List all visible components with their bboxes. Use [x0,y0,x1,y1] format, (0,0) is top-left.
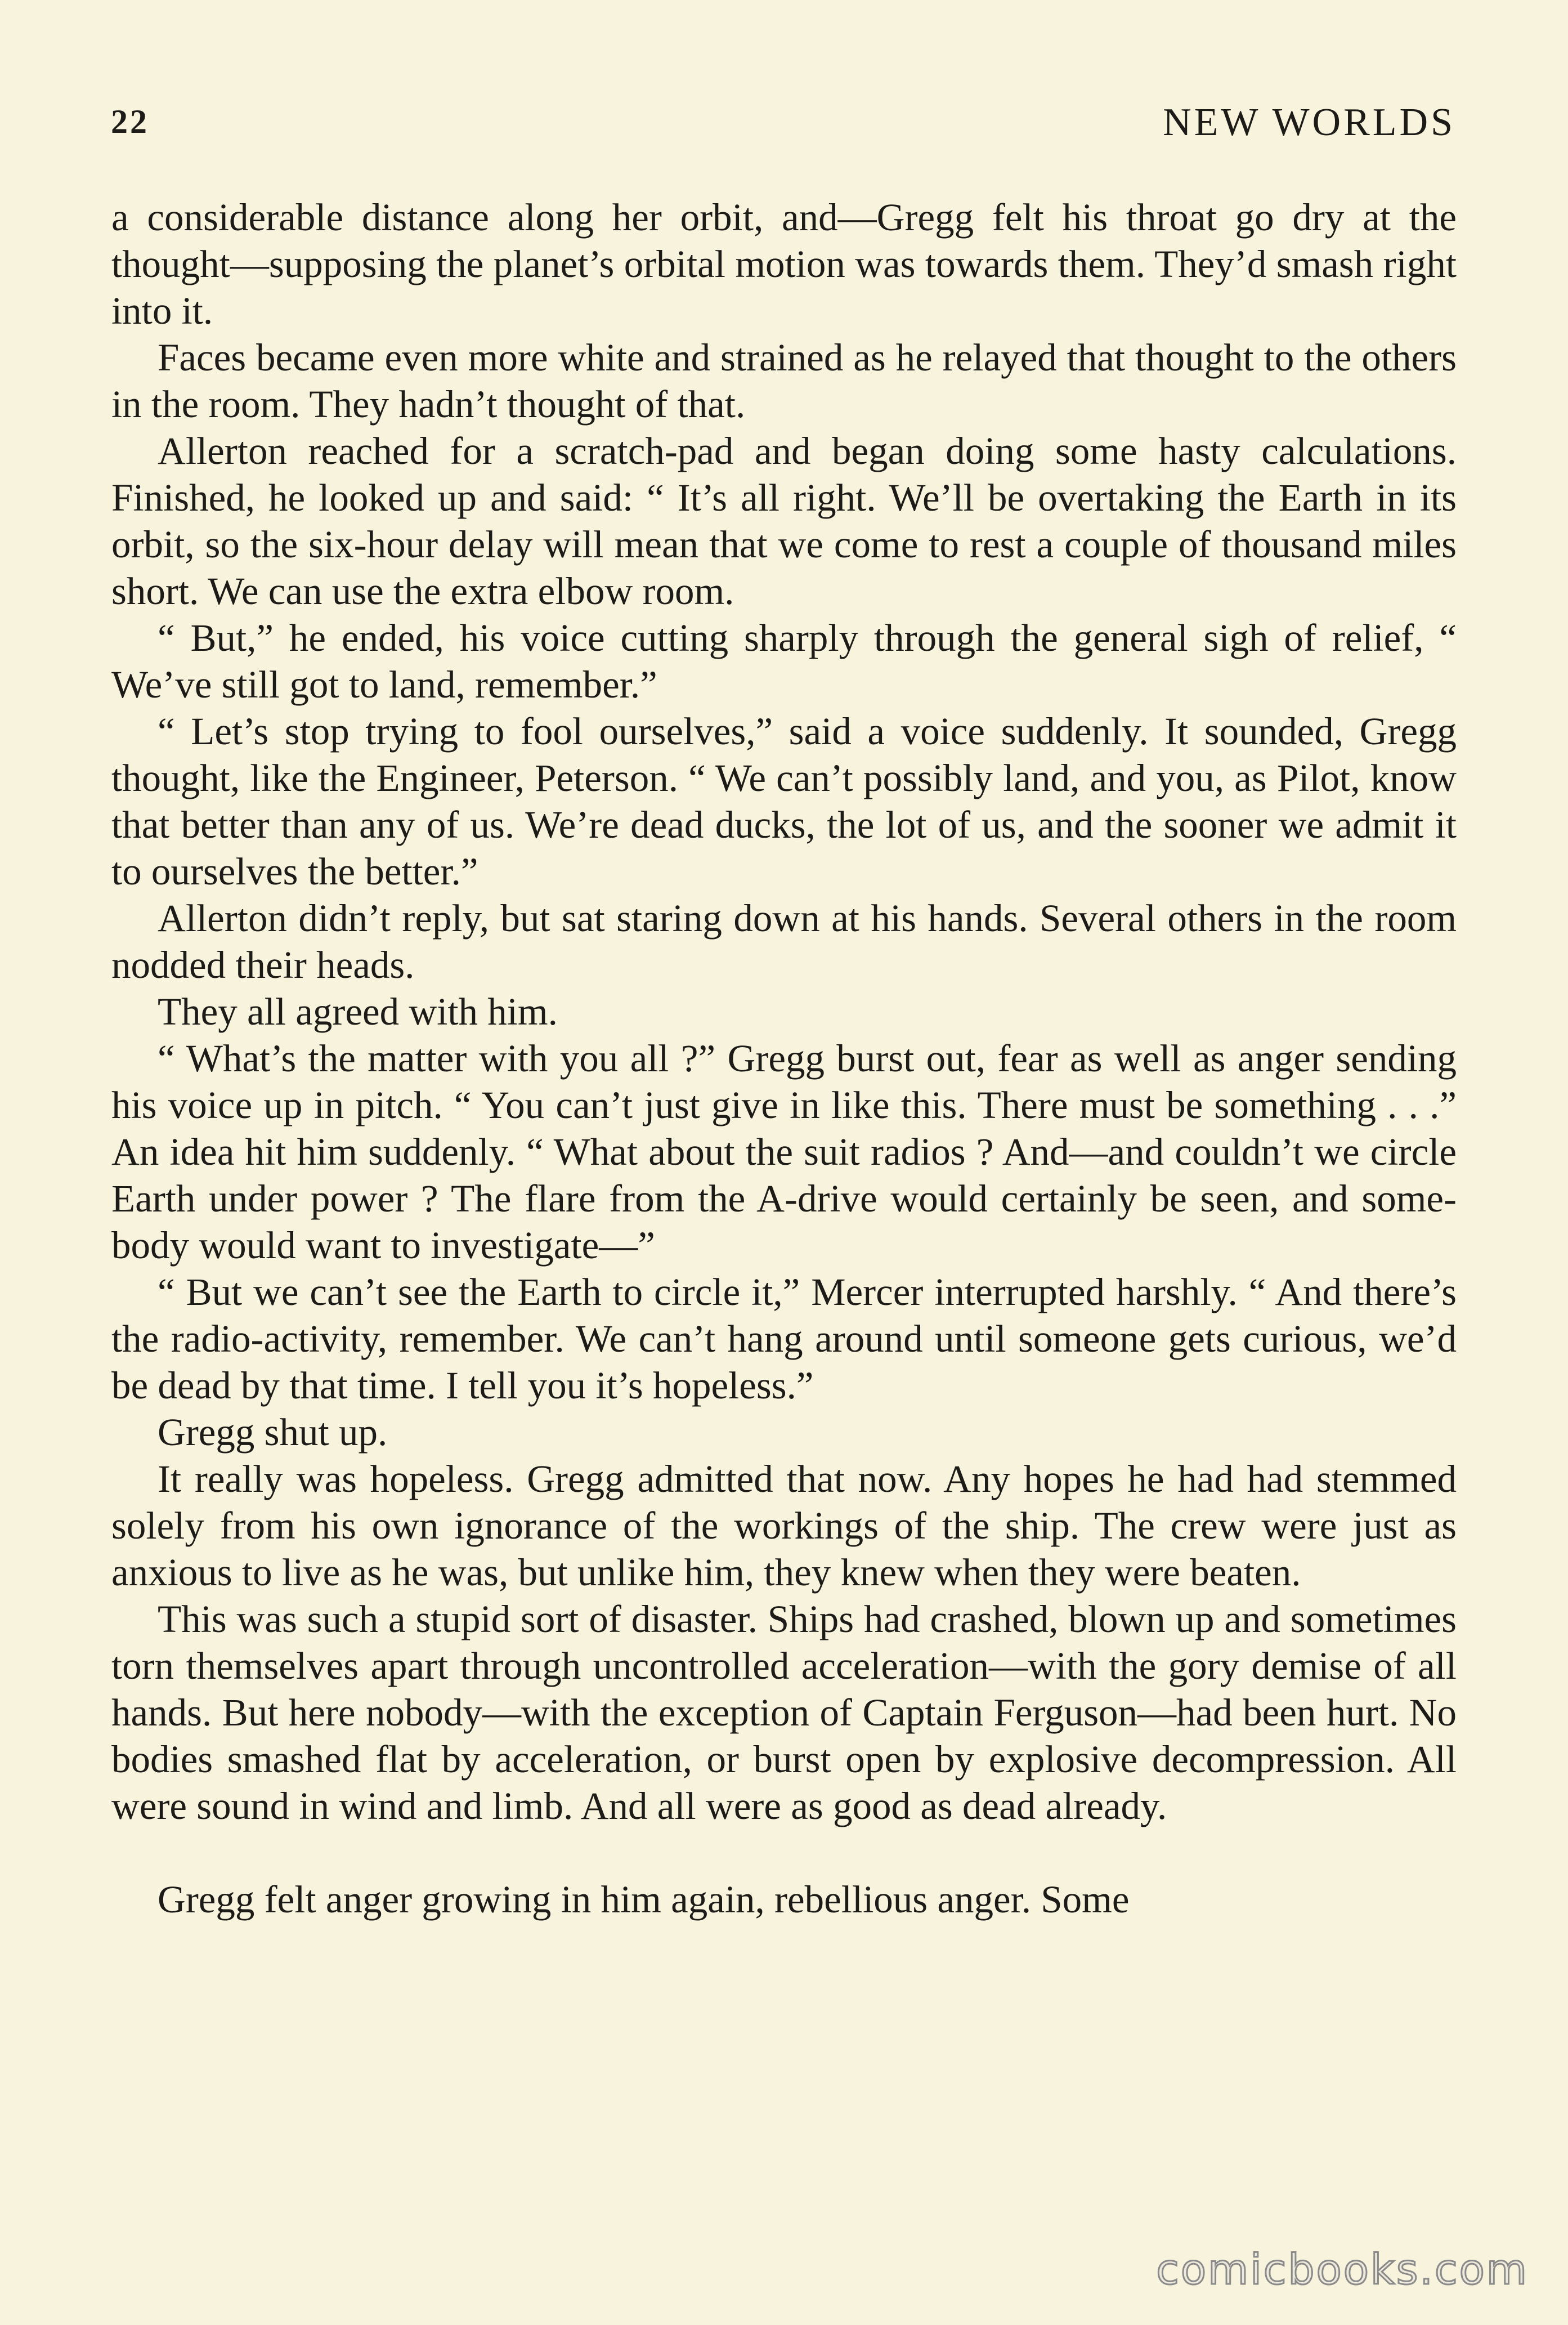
paragraph: “ But we can’t see the Earth to circle it,” Mercer interrupted harshly. “ And there’s the radio-activity, remember. We can’t hang around until someone gets curious, we’d be dead by that time. I tell you it’s hopeless.” [111,1271,1457,1407]
paragraph: “ But,” he ended, his voice cutting sharply through the general sigh of relief, “ We’ve still got to land, remember.” [111,616,1457,706]
story-text [111,194,1457,1923]
paragraph: This was such a stupid sort of disaster. Ships had crashed, blown up and sometimes torn themselves apart through uncontrolled acceleration—with the gory demise of all hands. But here nobody—with the exception of Captain Ferguson—had been hurt. No bodies smashed flat by acceleration, or burst open by explosive decompression. All were sound in wind and limb. And all were as good as dead already. [111,1598,1457,1827]
paragraph: Gregg shut up. [158,1411,388,1454]
paragraph: They all agreed with him. [158,990,558,1033]
paragraph: Faces became even more white and strained as he relayed that thought to the others in the room. They hadn’t thought of that. [111,336,1457,426]
paragraph: Allerton reached for a scratch-pad and began doing some hasty calculations. Finished, he looked up and said: “ It’s all right. We’ll be overtaking the Earth in its orbit, so the six-hour delay will mean that we come to rest a couple of thousand miles short. We can use the extra elbow room. [111,430,1457,612]
running-head: NEW WORLDS [1163,101,1455,144]
paragraph: “ What’s the matter with you all ?” Gregg burst out, fear as well as anger sending his voice up in pitch. “ You can’t just give in like this. There must be something . . .” An idea hit him suddenly. “ What about the suit radios ? And—and couldn’t we circle Earth under power ? The flare from the A-drive would certainly be seen, and some-body would want to investigate—” [111,1037,1457,1267]
paragraph: “ Let’s stop trying to fool ourselves,” said a voice suddenly. It sounded, Gregg thought, like the Engineer, Peterson. “ We can’t possibly land, and you, as Pilot, know that better than any of us. We’re dead ducks, the lot of us, and the sooner we admit it to ourselves the better.” [111,710,1457,893]
page-number: 22 [111,103,149,140]
paragraph: It really was hopeless. Gregg admitted that now. Any hopes he had had stemmed solely from his own ignorance of the workings of the ship. The crew were just as anxious to live as he was, but unlike him, they knew when they were beaten. [111,1457,1457,1594]
paragraph: Gregg felt anger growing in him again, rebellious anger. Some [158,1878,1130,1921]
paragraph: Allerton didn’t reply, but sat staring down at his hands. Several others in the room nodded their heads. [111,897,1457,986]
paragraph: a considerable distance along her orbit, and—Gregg felt his throat go dry at the thought—supposing the planet’s orbital motion was towards them. They’d smash right into it. [111,196,1457,332]
site-watermark: comicbooks.com [1156,2246,1529,2294]
